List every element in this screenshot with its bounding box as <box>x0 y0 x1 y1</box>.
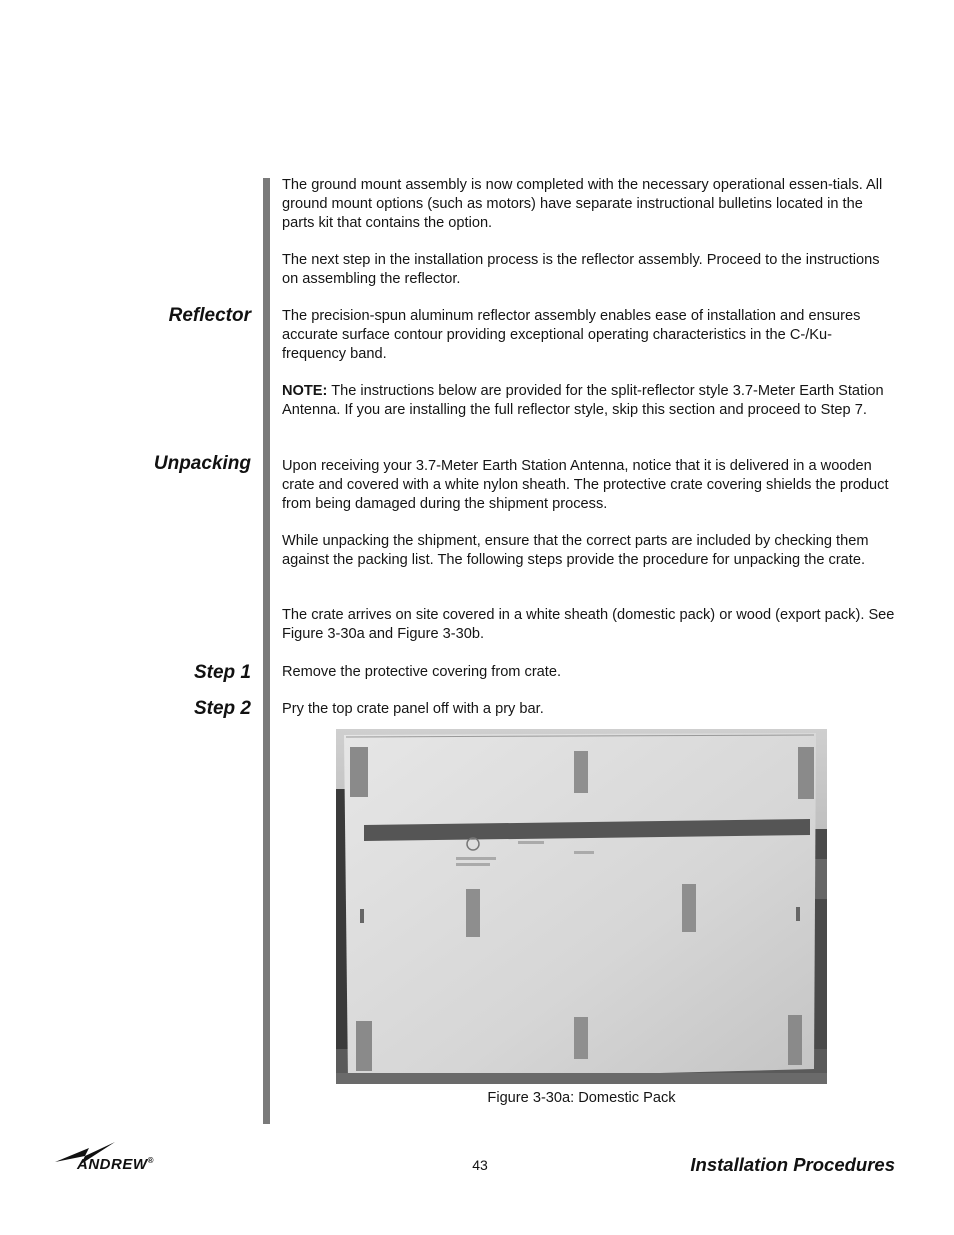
step-2-text: Pry the top crate panel off with a pry bar. <box>282 701 544 717</box>
note-label: NOTE: <box>282 383 328 399</box>
paragraph-note <box>282 382 897 420</box>
footer-section-title: Installation Procedures <box>690 1154 895 1175</box>
figure-caption: Figure 3-30a: Domestic Pack <box>487 1090 676 1106</box>
heading-reflector: Reflector <box>168 305 251 326</box>
andrew-logo <box>55 1140 175 1176</box>
note-text: The instructions below are provided for the split-reflector style 3.7-Meter Earth Station Antenna. If you are installing the full reflector style, skip this section and proceed to Step 7. <box>282 383 884 418</box>
paragraph-packing-list: While unpacking the shipment, ensure that the correct parts are included by checking them against the packing list. The following steps provide the procedure for unpacking the crate. <box>282 533 869 568</box>
paragraph-next-step: The next step in the installation process is the reflector assembly. Proceed to the instructions on assembling the reflector. <box>282 252 880 287</box>
paragraph-receiving: Upon receiving your 3.7-Meter Earth Station Antenna, notice that it is delivered in a wooden crate and covered with a white nylon sheath. The protective crate covering shields the product from being damaged during the shipment process. <box>282 458 889 512</box>
step-1-text: Remove the protective covering from crate. <box>282 664 562 680</box>
registered-mark: ® <box>147 1156 154 1165</box>
paragraph-crate-arrives: The crate arrives on site covered in a white sheath (domestic pack) or wood (export pack). See Figure 3-30a and Figure 3-30b. <box>282 607 895 642</box>
paragraph-ground-mount: The ground mount assembly is now completed with the necessary operational essen-tials. All ground mount options (such as motors) have separate instructional bulletins located in the parts kit that contains the option. <box>282 177 883 231</box>
margin-rule <box>263 178 270 1124</box>
heading-unpacking: Unpacking <box>153 453 251 474</box>
heading-step-1: Step 1 <box>193 662 251 683</box>
paragraph-reflector-intro: The precision-spun aluminum reflector assembly enables ease of installation and ensures accurate surface contour providing exceptional operating characteristics in the C-/Ku- frequency band. <box>282 308 861 362</box>
domestic-pack-photo <box>336 729 827 1084</box>
heading-step-2: Step 2 <box>193 698 251 719</box>
page-number: 43 <box>472 1157 488 1173</box>
logo-wordmark: ANDREW <box>77 1156 148 1173</box>
